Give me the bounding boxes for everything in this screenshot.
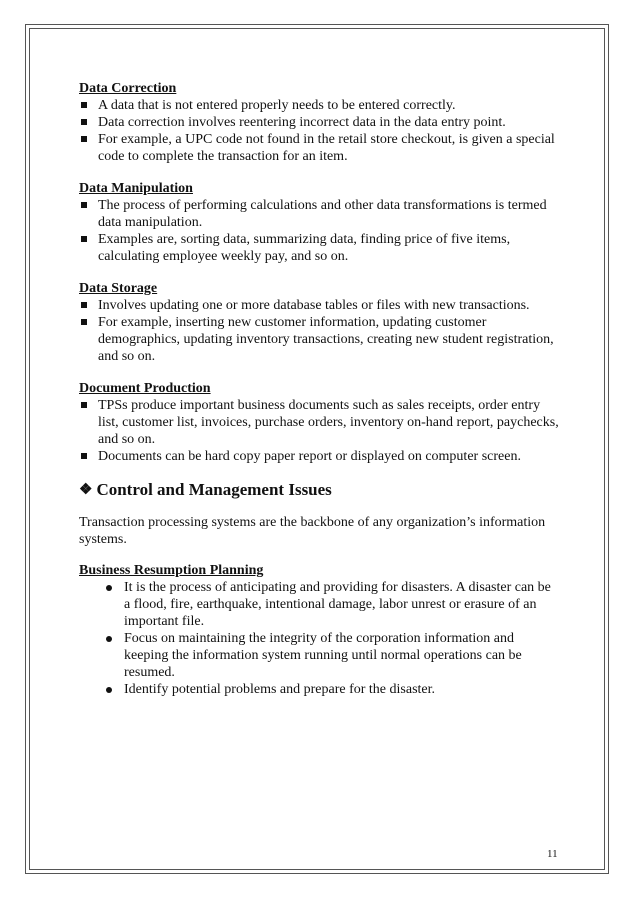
list-item [79, 314, 559, 365]
list-item-text: TPSs produce important business documents such as sales receipts, order entry list, customer list, invoices, purchase orders, inventory on-hand report, paychecks, and so on. [98, 398, 559, 447]
bullet-list [79, 197, 559, 265]
bullet-list [79, 297, 559, 365]
list-item-text: For example, inserting new customer information, updating customer demographics, updating inventory transactions, creating new student registration, and so on. [98, 315, 554, 364]
list-item-text: The process of performing calculations and other data transformations is termed data manipulation. [98, 198, 547, 230]
section-data-storage [79, 280, 559, 365]
list-item [79, 197, 559, 231]
list-item-text: Identify potential problems and prepare for the disaster. [124, 682, 436, 697]
section-heading: Document Production [79, 381, 211, 396]
list-item-text: Data correction involves reentering incorrect data in the data entry point. [98, 115, 506, 130]
square-bullet-icon [81, 202, 87, 208]
square-bullet-icon [81, 319, 87, 325]
list-item [104, 630, 559, 681]
list-item [104, 579, 559, 630]
list-item [79, 297, 559, 314]
section-data-correction [79, 80, 559, 165]
list-item-text: Focus on maintaining the integrity of the corporation information and keeping the information system running until normal operations can be resumed. [124, 631, 522, 680]
list-item-text: A data that is not entered properly needs to be entered correctly. [98, 98, 456, 113]
section-heading: Data Manipulation [79, 181, 193, 196]
square-bullet-icon [81, 302, 87, 308]
section-data-manipulation [79, 180, 559, 265]
bullet-list [79, 397, 559, 465]
square-bullet-icon [81, 453, 87, 459]
list-item-text: It is the process of anticipating and providing for disasters. A disaster can be a flood, fire, earthquake, intentional damage, labor unrest or erasure of an important file. [124, 580, 551, 629]
diamond-bullet-icon: ❖ [79, 482, 93, 498]
bullet-list [79, 579, 559, 698]
list-item [79, 114, 559, 131]
list-item [79, 231, 559, 265]
square-bullet-icon [81, 402, 87, 408]
major-heading [79, 480, 559, 500]
square-bullet-icon [81, 136, 87, 142]
round-bullet-icon [106, 585, 112, 591]
list-item-text: Involves updating one or more database tables or files with new transactions. [98, 298, 530, 313]
major-heading-text: Control and Management Issues [96, 480, 332, 499]
page-content [79, 80, 559, 713]
list-item-text: Documents can be hard copy paper report or displayed on computer screen. [98, 449, 521, 464]
list-item [79, 97, 559, 114]
list-item [79, 448, 559, 465]
list-item [79, 397, 559, 448]
section-heading: Business Resumption Planning [79, 563, 264, 578]
section-business-resumption-planning [79, 562, 559, 698]
page-number: 11 [547, 848, 558, 860]
section-heading: Data Storage [79, 281, 158, 296]
list-item [104, 681, 559, 698]
square-bullet-icon [81, 236, 87, 242]
list-item [79, 131, 559, 165]
list-item-text: For example, a UPC code not found in the retail store checkout, is given a special code to complete the transaction for an item. [98, 132, 555, 164]
round-bullet-icon [106, 636, 112, 642]
section-heading: Data Correction [79, 81, 177, 96]
bullet-list [79, 97, 559, 165]
section-document-production [79, 380, 559, 465]
square-bullet-icon [81, 102, 87, 108]
square-bullet-icon [81, 119, 87, 125]
round-bullet-icon [106, 687, 112, 693]
intro-paragraph: Transaction processing systems are the backbone of any organization’s information systems. [79, 515, 546, 547]
list-item-text: Examples are, sorting data, summarizing data, finding price of five items, calculating employee weekly pay, and so on. [98, 232, 511, 264]
